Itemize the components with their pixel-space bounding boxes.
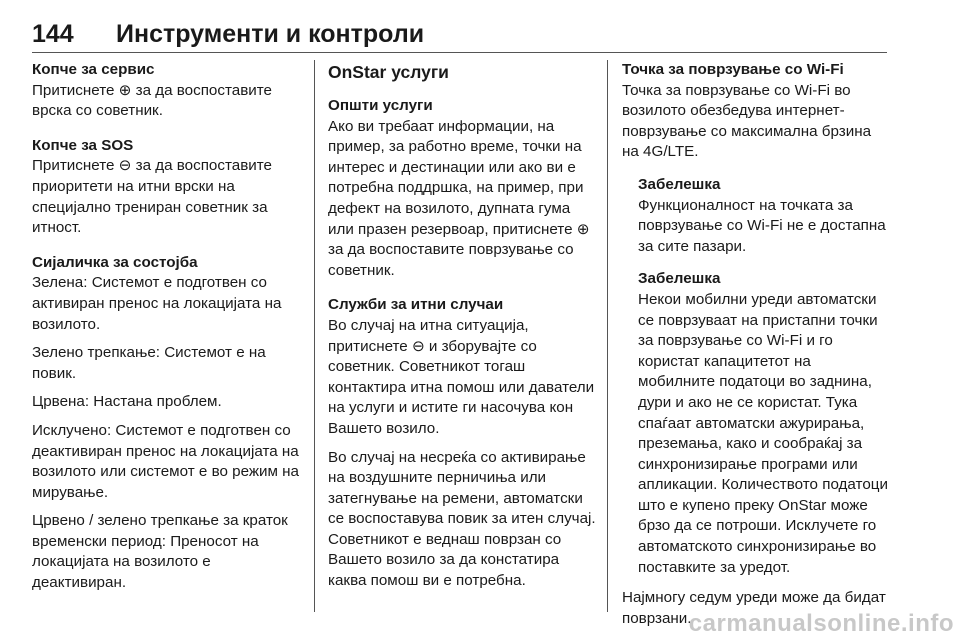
column-divider-1	[314, 60, 315, 612]
page-number: 144	[32, 20, 74, 48]
chapter-heading: OnStar услуги	[328, 62, 449, 82]
section-heading: Општи услуги	[328, 97, 433, 114]
column-2	[328, 60, 596, 606]
note	[622, 269, 890, 578]
paragraph: Црвено / зелено трепкање за краток временски период: Преносот на локацијата на возилото е деактивиран.	[32, 512, 288, 592]
note-text: Функционалност на точката за поврзување со Wi-Fi не е достапна за сите пазари.	[638, 196, 886, 255]
paragraph: Најмногу седум уреди може да бидат поврзани.	[622, 589, 886, 627]
section-heading: Служби за итни случаи	[328, 296, 504, 314]
paragraph: Во случај на несреќа со активирање на воздушните перничиња или затегнување на ремени, автоматски се воспоставува повик за итен случај. Советникот е веднаш поврзан со Вашето возило за да констатира каква помош ви е потребна.	[328, 448, 596, 590]
paragraph: Исклучено: Системот е подготвен со деактивиран пренос на локацијата на возилото или системот е во режим на мирување.	[32, 421, 299, 501]
note-title: Забелешка	[638, 175, 721, 193]
section-sos-button	[32, 136, 304, 239]
watermark: carmanualsonline.info	[688, 610, 954, 637]
page-header	[32, 20, 887, 50]
section-heading: Точка за поврзување со Wi-Fi	[622, 61, 844, 78]
section-heading: Копче за сервис	[32, 61, 155, 78]
paragraph: Зелена: Системот е подготвен со активиран пренос на локацијата на возилото.	[32, 274, 282, 333]
column-1	[32, 60, 304, 608]
paragraph: Ако ви требаат информации, на пример, за работно време, точки на интерес и дестинации или ако ви е потребна поддршка, на пример, при дефект на возилото, дупната гума или празен резервоар, притиснете ⊕ за да воспоставите поврзување со советник.	[328, 117, 590, 279]
paragraph: Точка за поврзување со Wi-Fi во возилото обезбедува интернет-поврзување со максимална брзина на 4G/LTE.	[622, 81, 872, 161]
note-text: Некои мобилни уреди автоматски се поврзуваат на пристапни точки за поврзување со Wi-Fi и го користат капацитетот на мобилните податоци во заднина, дури и ако не се користат. Тука спаѓаат автоматски ажурирања, преземања, како и сообраќај за синхронизирање програми или апликации. Количеството податоци што е купено преку OnStar може брзо да се потроши. Исклучете го автоматското синхронизирање во поставките за уредот.	[638, 290, 888, 576]
paragraph: Во случај на итна ситуација, притиснете ⊖ и зборувајте со советник. Советникот тогаш контактира итна помош или даватели на услуги и истите ги насочува кон Вашето возило.	[328, 316, 595, 437]
section-heading: Сијаличка за состојба	[32, 253, 198, 271]
header-divider	[32, 52, 887, 53]
section-status-light	[32, 253, 304, 594]
section-service-button	[32, 60, 304, 122]
column-3	[622, 60, 890, 637]
column-divider-2	[607, 60, 608, 612]
paragraph: Притиснете ⊕ за да воспоставите врска со советник.	[32, 81, 272, 120]
paragraph: Зелено трепкање: Системот е на повик.	[32, 344, 266, 382]
section-heading: Копче за SOS	[32, 136, 134, 154]
section-emergency-services	[328, 295, 596, 591]
page-title: Инструменти и контроли	[116, 20, 425, 48]
note-title: Забелешка	[638, 270, 721, 288]
note	[622, 175, 890, 257]
paragraph: Притиснете ⊖ за да воспоставите приоритети на итни врски на специјално трениран советник за итност.	[32, 157, 272, 237]
paragraph: Црвена: Настана проблем.	[32, 393, 222, 411]
section-general-services	[328, 96, 596, 281]
